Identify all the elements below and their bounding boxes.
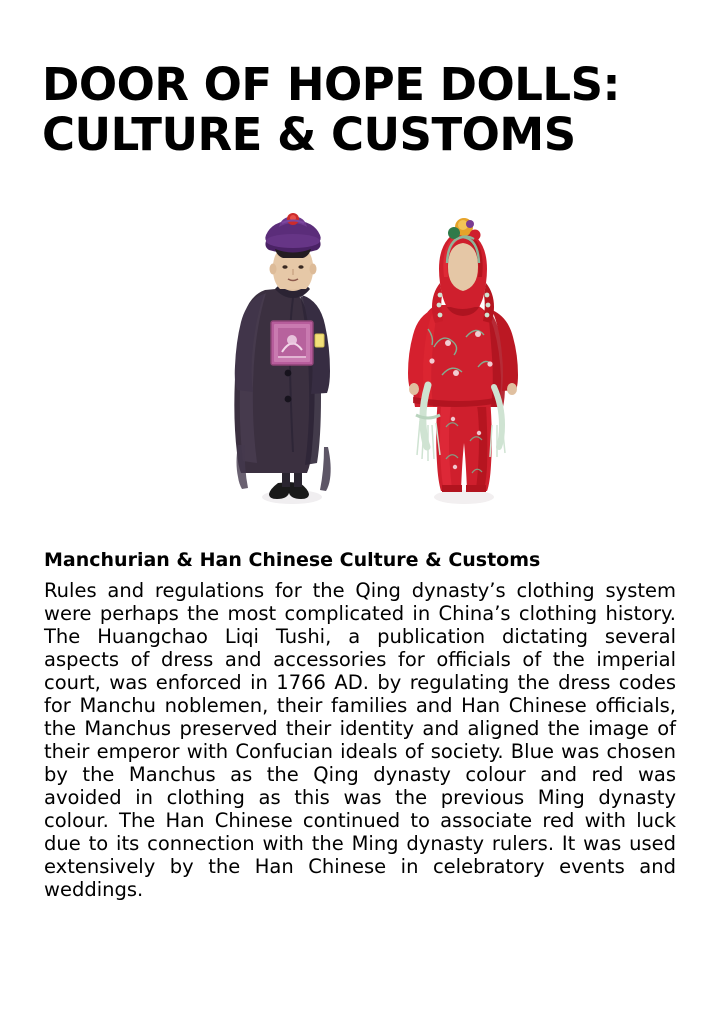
body-paragraph: Rules and regulations for the Qing dynasty’s clothing system were perhaps the most complicated in China’s clothing history. The Huangchao Liqi Tushi, a publication dictating several aspects of dress and accessories for officials of the imperial court, was enforced in 1766 AD. by regulating the dress codes for Manchu noblemen, their families and Han Chinese officials, the Manchus preserved their identity and aligned the image of their emperor with Confucian ideals of society. Blue was chosen by the Manchus as the Qing dynasty colour and red was avoided in clothing as this was the previous Ming dynasty colour. The Han Chinese continued to associate red with luck due to its connection with the Ming dynasty rulers. It was used extensively by the Han Chinese in celebratory events and weddings.	[44, 578, 676, 901]
dolls-illustration	[42, 197, 676, 527]
page-title	[42, 60, 676, 161]
section-subheading: Manchurian & Han Chinese Culture & Customs	[44, 548, 541, 571]
page-title-line-1: DOOR OF HOPE DOLLS:	[42, 58, 621, 111]
dolls-figure	[42, 197, 676, 527]
page-title-line-2: CULTURE & CUSTOMS	[42, 108, 576, 162]
rank-badge	[271, 321, 313, 365]
